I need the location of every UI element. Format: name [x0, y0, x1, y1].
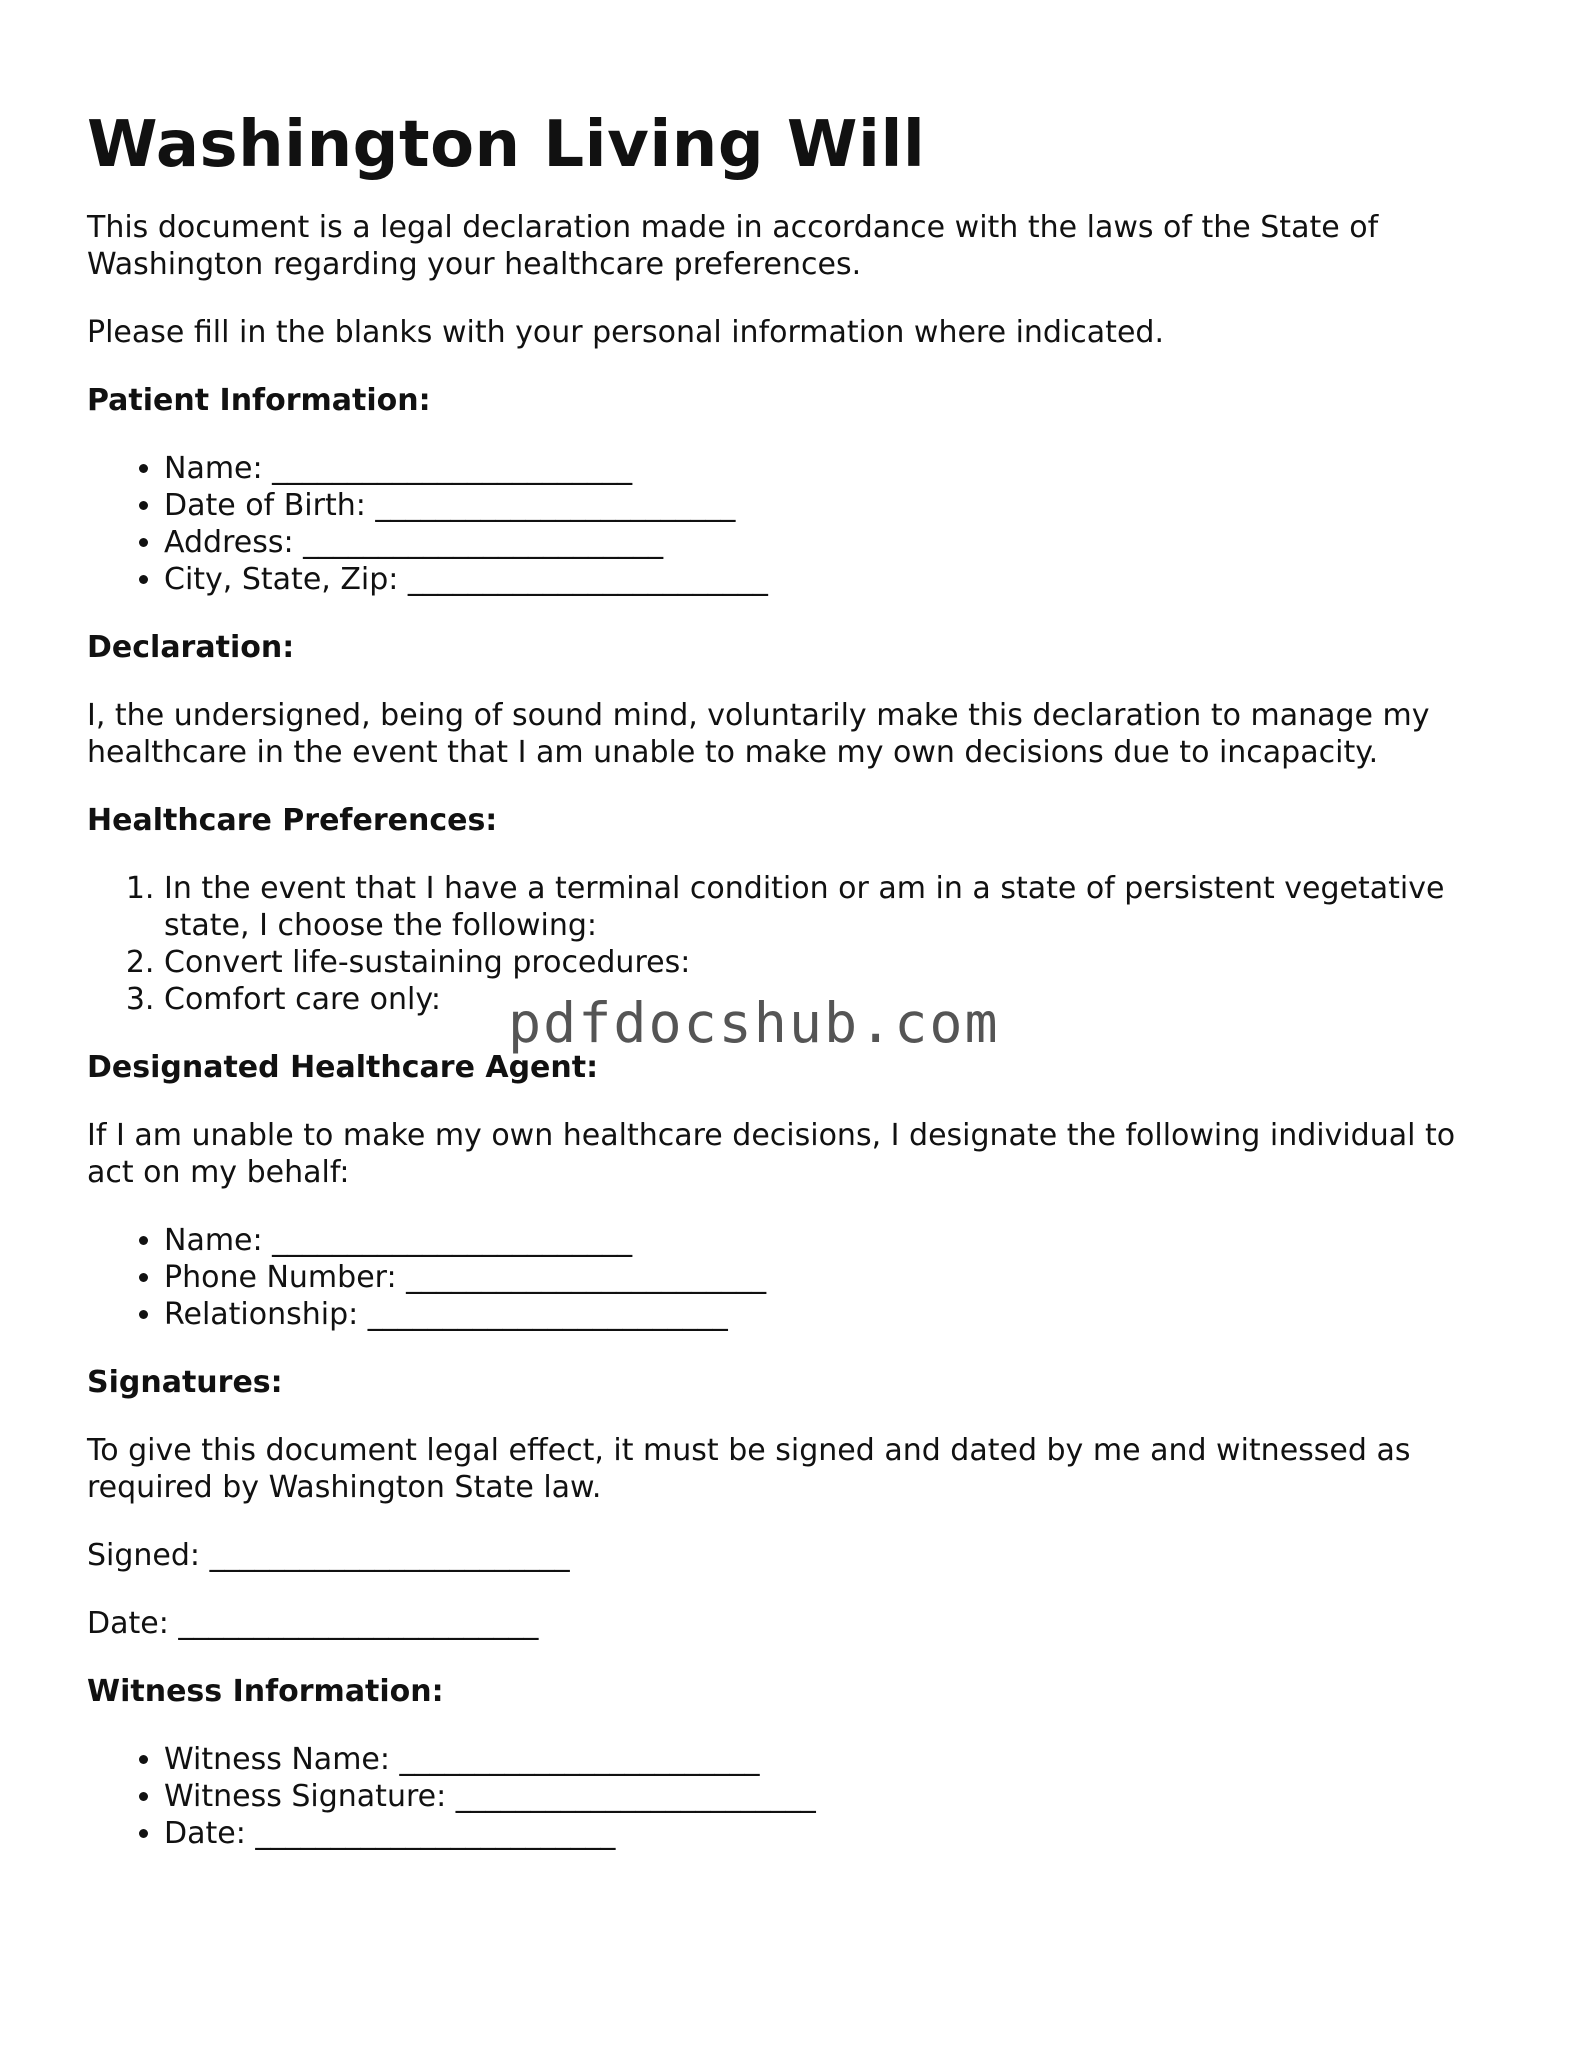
instruction-paragraph: Please fill in the blanks with your personal information where indicated. — [87, 315, 1164, 350]
preferences-heading: Healthcare Preferences: — [87, 803, 498, 838]
patient-city-state-zip-field: • City, State, Zip: ________________________ — [164, 561, 1507, 598]
witness-info-list — [87, 1741, 1507, 1852]
intro-paragraph: This document is a legal declaration made in accordance with the laws of the State of Washington regarding your healthcare preferences. — [87, 210, 1379, 282]
agent-name-field: • Name: ________________________ — [164, 1222, 1507, 1259]
patient-dob-field: • Date of Birth: ________________________ — [164, 487, 1507, 524]
agent-phone-field: • Phone Number: ________________________ — [164, 1259, 1507, 1296]
witness-name-field: • Witness Name: ________________________ — [164, 1741, 1507, 1778]
patient-info-heading: Patient Information: — [87, 383, 431, 418]
patient-info-list — [87, 450, 1507, 598]
agent-heading: Designated Healthcare Agent: — [87, 1050, 599, 1085]
witness-heading: Witness Information: — [87, 1674, 444, 1709]
patient-name-field: • Name: ________________________ — [164, 450, 1507, 487]
signatures-heading: Signatures: — [87, 1365, 283, 1400]
declaration-heading: Declaration: — [87, 630, 295, 665]
agent-info-list — [87, 1222, 1507, 1333]
witness-signature-field: • Witness Signature: ________________________ — [164, 1778, 1507, 1815]
signatures-paragraph: To give this document legal effect, it must be signed and dated by me and witnessed as required by Washington State law. — [87, 1433, 1411, 1505]
preference-item: 2. Convert life-sustaining procedures: — [164, 944, 1507, 981]
agent-paragraph: If I am unable to make my own healthcare decisions, I designate the following individual to act on my behalf: — [87, 1118, 1456, 1190]
document-title: Washington Living Will — [87, 108, 926, 182]
patient-address-field: • Address: ________________________ — [164, 524, 1507, 561]
watermark: pdfdocshub.com — [508, 991, 1000, 1055]
preference-item: 1. In the event that I have a terminal condition or am in a state of persistent vegetative state, I choose the following: — [164, 870, 1507, 944]
signed-field: Signed: ________________________ — [87, 1538, 570, 1573]
preference-item: 3. Comfort care only: — [164, 981, 1507, 1018]
declaration-paragraph: I, the undersigned, being of sound mind, voluntarily make this declaration to manage my healthcare in the event that I am unable to make my own decisions due to incapacity. — [87, 698, 1430, 770]
agent-relationship-field: • Relationship: ________________________ — [164, 1296, 1507, 1333]
witness-date-field: • Date: ________________________ — [164, 1815, 1507, 1852]
signature-date-field: Date: ________________________ — [87, 1606, 539, 1641]
